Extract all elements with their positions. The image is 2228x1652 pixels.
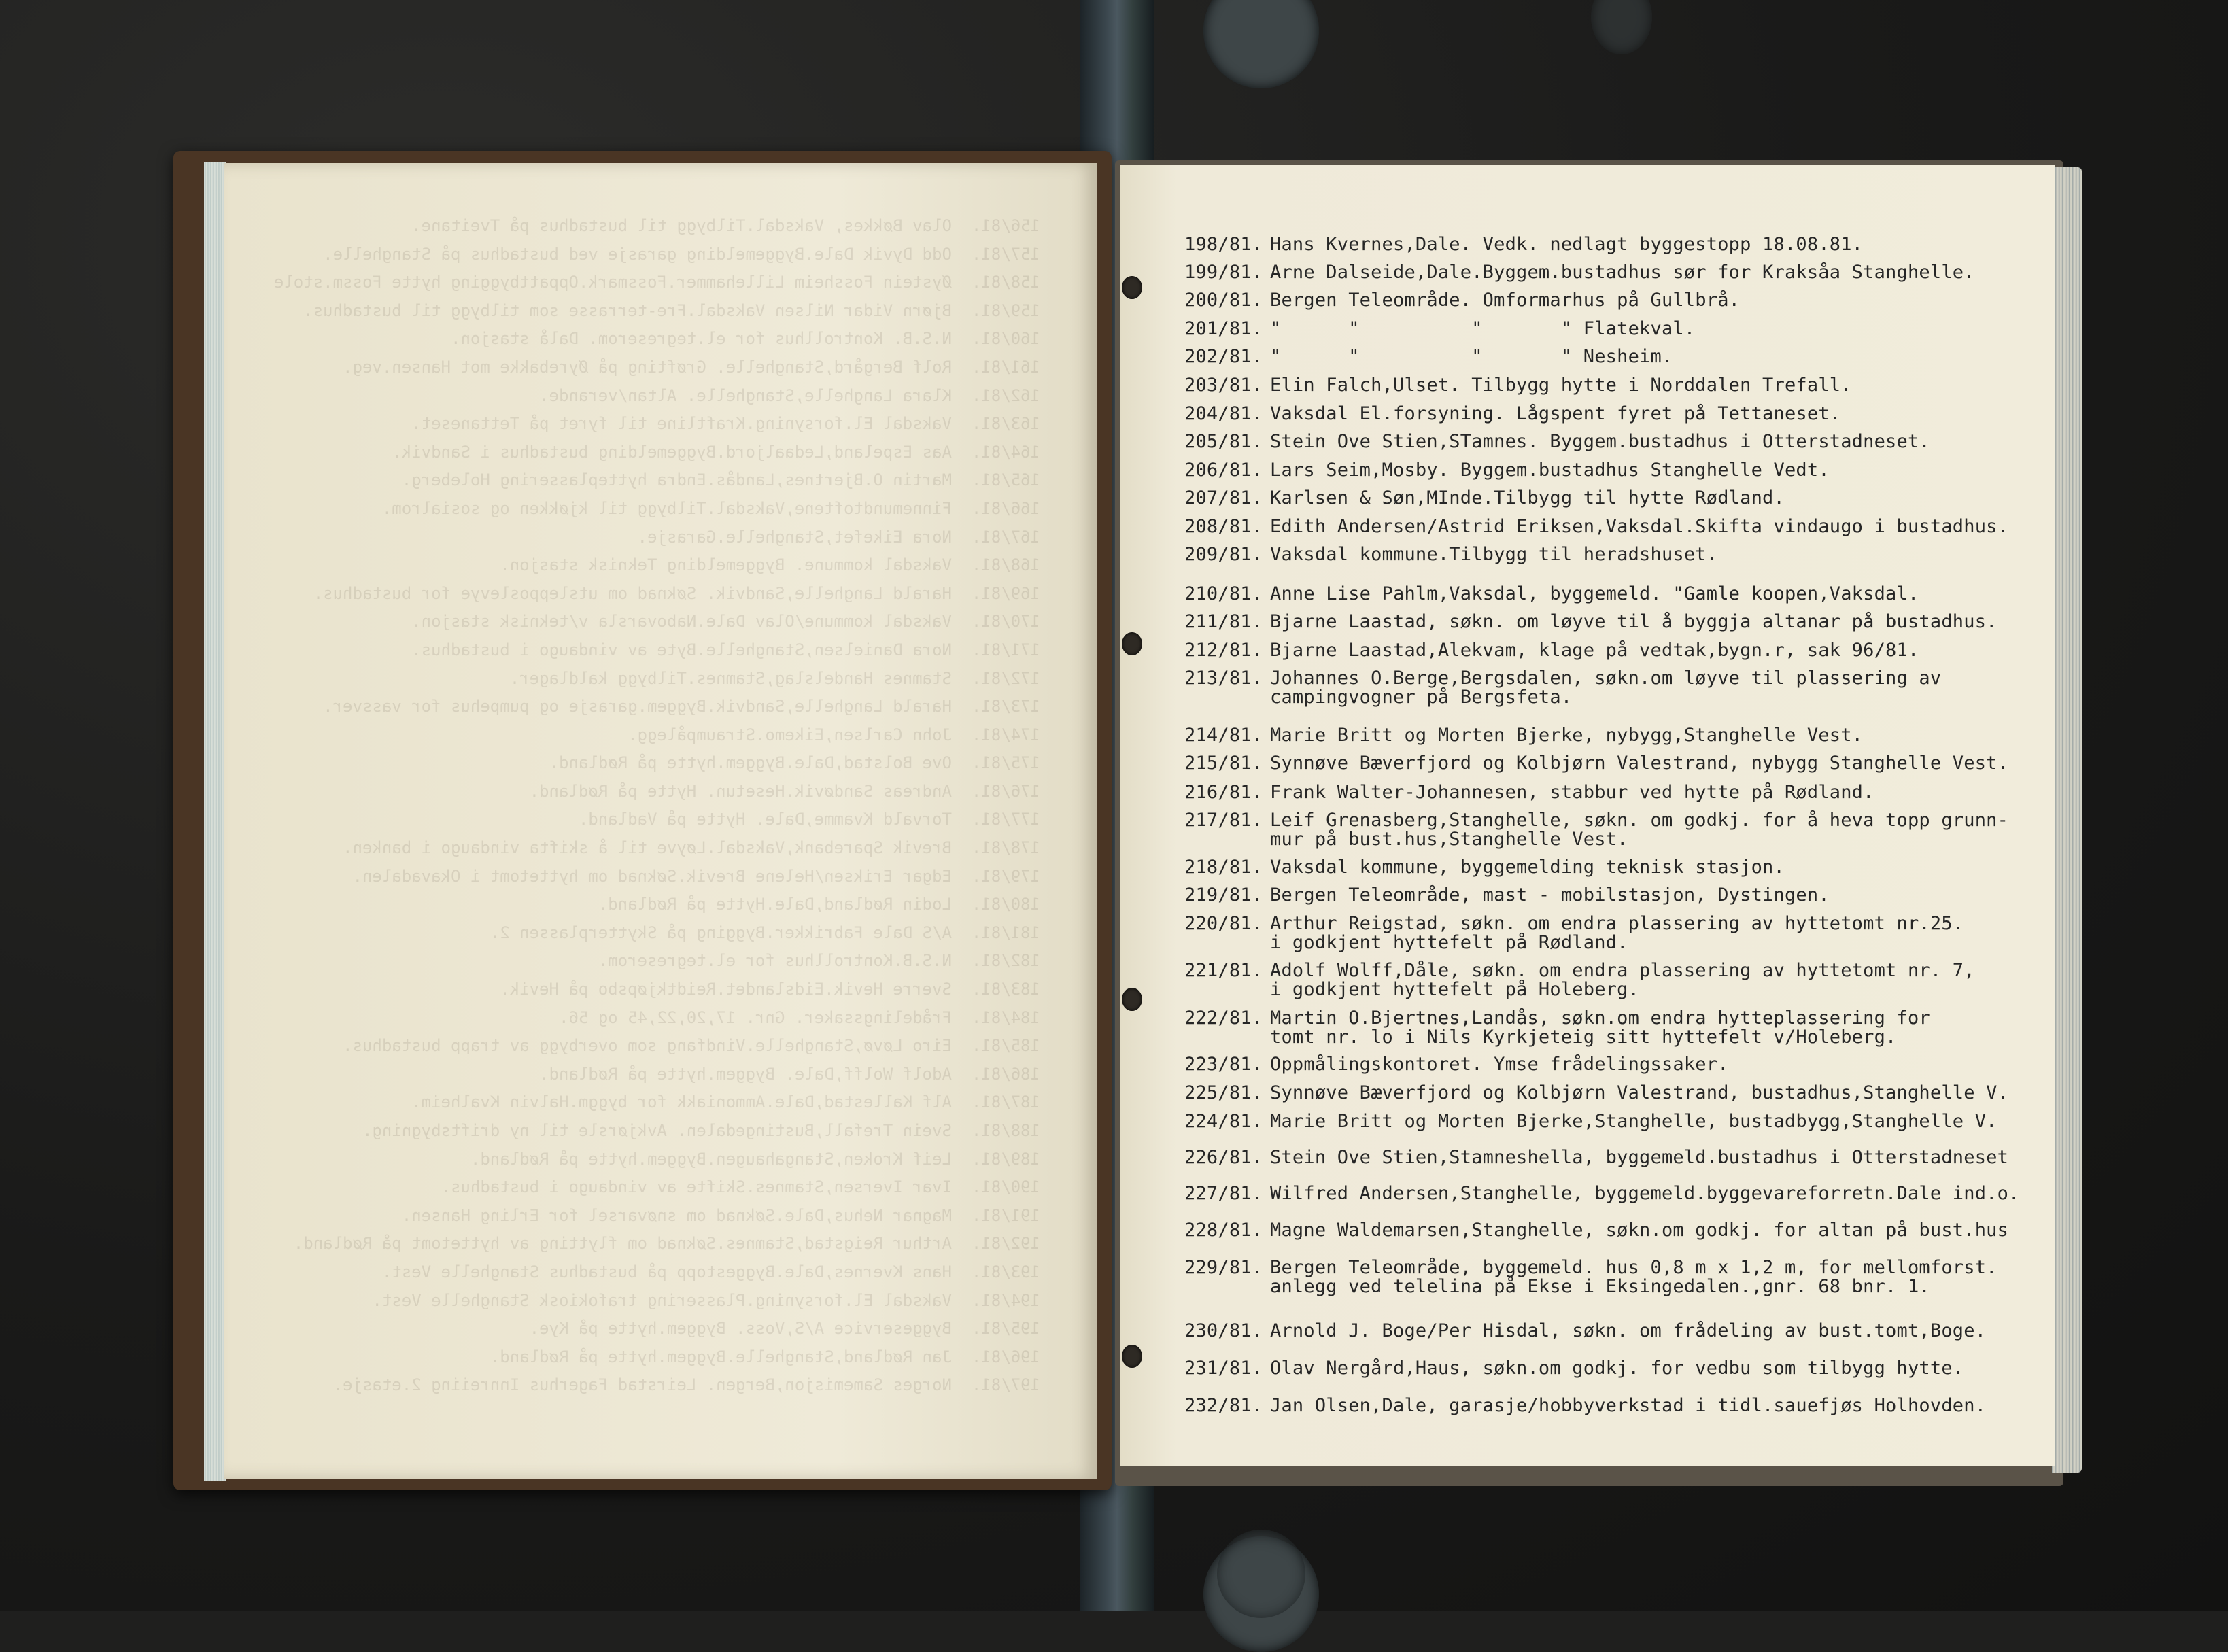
register-entry: 228/81. Magne Waldemarsen,Stanghelle, søkn.om godkj. for altan på bust.hus xyxy=(1184,1220,2009,1241)
register-entry: 221/81. Adolf Wolff,Dåle, søkn. om endra plassering av hyttetomt nr. 7, i godkjent hyttefelt på Holeberg. xyxy=(1184,960,1975,1000)
register-entry: 199/81. Arne Dalseide,Dale.Byggem.bustadhus sør for Kraksåa Stanghelle. xyxy=(1184,262,1975,283)
register-entry: 202/81. " " " " Nesheim. xyxy=(1184,346,1673,367)
register-entry: 214/81. Marie Britt og Morten Bjerke, nybygg,Stanghelle Vest. xyxy=(1184,725,1864,746)
register-entry: 226/81. Stein Ove Stien,Stamneshella, byggemeld.bustadhus i Otterstadneset xyxy=(1184,1147,2009,1168)
register-entry: 215/81. Synnøve Bæverfjord og Kolbjørn Valestrand, nybygg Stanghelle Vest. xyxy=(1184,753,2009,774)
register-entry: 229/81. Bergen Teleområde, byggemeld. hus 0,8 m x 1,2 m, for mellomforst. anlegg ved telelina på Ekse i Eksingedalen.,gnr. 68 bnr. 1. xyxy=(1184,1257,1998,1297)
register-entry: 227/81. Wilfred Andersen,Stanghelle, byggemeld.byggevareforretn.Dale ind.o. xyxy=(1184,1183,2020,1204)
register-entry: 225/81. Synnøve Bæverfjord og Kolbjørn Valestrand, bustadhus,Stanghelle V. xyxy=(1184,1082,2009,1103)
register-entry: 216/81. Frank Walter-Johannesen, stabbur ved hytte på Rødland. xyxy=(1184,782,1874,803)
punch-hole-4 xyxy=(1122,1345,1142,1368)
register-entry: 223/81. Oppmålingskontoret. Ymse frådelingssaker. xyxy=(1184,1054,1729,1075)
register-entry: 232/81. Jan Olsen,Dale, garasje/hobbyverkstad i tidl.sauefjøs Holhovden. xyxy=(1184,1395,1987,1416)
punch-hole-2 xyxy=(1122,632,1142,655)
register-entry: 230/81. Arnold J. Boge/Per Hisdal, søkn. om frådeling av bust.tomt,Boge. xyxy=(1184,1320,1987,1341)
register-entry: 200/81. Bergen Teleområde. Omformarhus på Gullbrå. xyxy=(1184,290,1741,311)
register-entry: 209/81. Vaksdal kommune.Tilbygg til heradshuset. xyxy=(1184,544,1718,565)
punch-hole-1 xyxy=(1122,276,1142,299)
register-entry: 198/81. Hans Kvernes,Dale. Vedk. nedlagt byggestopp 18.08.81. xyxy=(1184,234,1864,255)
register-entry: 219/81. Bergen Teleområde, mast - mobilstasjon, Dystingen. xyxy=(1184,884,1830,906)
register-entry: 203/81. Elin Falch,Ulset. Tilbygg hytte i Norddalen Trefall. xyxy=(1184,375,1852,396)
register-entry: 212/81. Bjarne Laastad,Alekvam, klage på vedtak,bygn.r, sak 96/81. xyxy=(1184,640,1919,661)
register-entry: 204/81. Vaksdal El.forsyning. Lågspent fyret på Tettaneset. xyxy=(1184,403,1841,424)
register-entry: 217/81. Leif Grenasberg,Stanghelle, søkn. om godkj. for å heva topp grunn- mur på bust.hus,Stanghelle Vest. xyxy=(1184,810,2009,850)
register-entry: 211/81. Bjarne Laastad, søkn. om løyve til å byggja altanar på bustadhus. xyxy=(1184,611,1998,632)
bleed-through-text: 156/81. Olav Bøkkes, Vaksdal.Tilbygg til bustadhus på Tveitane. 157/81. Odd Dyvik Dale.Byggemelding garasje ved bustadhus på Stanghelle. 158/81. Øystein Fossheim Lillehammer.Fossmark.Oppattbygging hytte Fossm.stole 159/81. Bjørn Vidar Nilsen Vaksdal.Fre-terrasse som tilbygg til bustadhus. 160/81. N.S.B. Kontrollhus for el.tegreserom. Dalå stasjon. 161/81. Rolf Bergård,Stanghelle. Grøfting på Øyrebakke mot Hansen.veg. 162/81. Klara Langhelle,Stanghelle. Altan/verande. 163/81. Vaksdal El.forsyning.Kraftline til fyret på Tettaneset. 164/81. Aas Espeland,Ledaaljord.Byggemelding bustadhus i Sandvik. 165/81. Martin O.Bjertnes,Landås.Endra hytteplassering Holeberg. 166/81. Finnemundtoftene,Vaksdal.Tilbygg til kjøkken og sosialrom. 167/81. Nora Eikefet,Stanghelle.Garasje. 168/81. Vaksdal kommune. Byggemelding Teknisk stasjon. 169/81. Harald Langhelle,Sandvik. Søknad om utslepposlevye for bustadhus. 170/81. Vaksdal kommune/Olav Dale.Nabovarsla v/teknisk stasjon. 171/81. Nora Danielsen,Stanghelle.Byte av vindaugo i bustadhus. 172/81. Stamnes Handelslag,Stamnes.Tilbygg kaldlager. 173/81. Harald Langhelle,Sandvik.Byggem.garasje og pumpehus for vassver. 174/81. John Carlsen,Eikemo.Straumpålegg. 175/81. Ove Bolstad,Dale.Byggem.hytte på Rødland. 176/81. Andreas Sandøvik.Hesetun. Hytte på Rødland. 177/81. Torvald Kvamme,Dale. Hytte på Vadland. 178/81. Brevik Sparebank,Vaksdal.Løyve til å skifta vindaugo i banken. 179/81. Edgar Eriksen/Helene Brevik.Søknad om hyttetomt i Okavadalen. 180/81. Lodin Rødland,Dale.Hytte på Rødland. 181/81. A/S Dale Fabrikker.Bygging på Skytterplassen 2. 182/81. N.S.B.Kontrollhus for el.tegreserom. 183/81. Sverre Hevik.Eidslandet.Reidtkjøpsbo på Hevik. 184/81. Frådelingssaker. Gnr. 17,20,22,45 og 56. 185/81. Eiro Løvø,Stanghelle.Vindfang som overbygg av trapp bustadhus. 186/81. Adolf Wolff,Dale. Byggem.hytte på Rødland. 187/81. Alf Kallestad,Dale.Ammoniakk for byggm.Halvin Kvalheim. 188/81. Svein Trefall,Bustingedalen. Avkjørsle til ny driftsbygning. 189/81. Leif Kroken,Stangahaugen.Byggem.hytte på Rødland. 190/81. Ivar Iversen,Stamnes.Skifte av vindaugo i bustadhus. 191/81. Magnar Nehus,Dale.Søknad om snøvarsel for Erling Hansen. 192/81. Arthur Reigstad,Stamnes.Søknad om flytting av hyttetomt på Rødland. 193/81. Hans Kvernes,Dale.Byggestopp på bustadhus Stanghelle Vest. 194/81. Vaksdal El.forsyning.Plassering trafokiosk Stanghelle Vest. 195/81. Byggeservice A/S,Voss. Byggem.hytte på Kye. 196/81. Jan Rødland,Stanghelle.Byggem.hytte på Rødland. 197/81. Norges Samemisjon,Bergen. Leirstad Fagerhus Innreiing 2.etasje. xyxy=(273,216,1040,1395)
register-entry: 201/81. " " " " Flatekval. xyxy=(1184,318,1696,339)
binder-rivet-left-bottom xyxy=(1217,1530,1305,1618)
register-entry: 213/81. Johannes O.Berge,Bergsdalen, søkn.om løyve til plassering av campingvogner på Bergsfeta. xyxy=(1184,668,1942,708)
register-entry: 220/81. Arthur Reigstad, søkn. om endra plassering av hyttetomt nr.25. i godkjent hyttefelt på Rødland. xyxy=(1184,913,1964,953)
register-entry: 218/81. Vaksdal kommune, byggemelding teknisk stasjon. xyxy=(1184,857,1785,878)
left-page-edge xyxy=(204,162,226,1481)
register-entry: 222/81. Martin O.Bjertnes,Landås, søkn.om endra hytteplassering for tomt nr. lo i Nils Kyrkjeteig sitt hyttefelt v/Holeberg. xyxy=(1184,1008,1930,1048)
register-entry: 231/81. Olav Nergård,Haus, søkn.om godkj. for vedbu som tilbygg hytte. xyxy=(1184,1358,1964,1379)
punch-hole-3 xyxy=(1122,988,1142,1011)
register-entry: 207/81. Karlsen & Søn,MInde.Tilbygg til hytte Rødland. xyxy=(1184,487,1785,509)
register-entry: 208/81. Edith Andersen/Astrid Eriksen,Vaksdal.Skifta vindaugo i bustadhus. xyxy=(1184,516,2009,537)
register-entry: 205/81. Stein Ove Stien,STamnes. Byggem.bustadhus i Otterstadneset. xyxy=(1184,431,1930,452)
register-entry: 224/81. Marie Britt og Morten Bjerke,Stanghelle, bustadbygg,Stanghelle V. xyxy=(1184,1111,1998,1132)
register-entry: 206/81. Lars Seim,Mosby. Byggem.bustadhus Stanghelle Vedt. xyxy=(1184,460,1830,481)
register-entry: 210/81. Anne Lise Pahlm,Vaksdal, byggemeld. "Gamle koopen,Vaksdal. xyxy=(1184,583,1919,604)
page-stack-edge xyxy=(2052,167,2082,1473)
